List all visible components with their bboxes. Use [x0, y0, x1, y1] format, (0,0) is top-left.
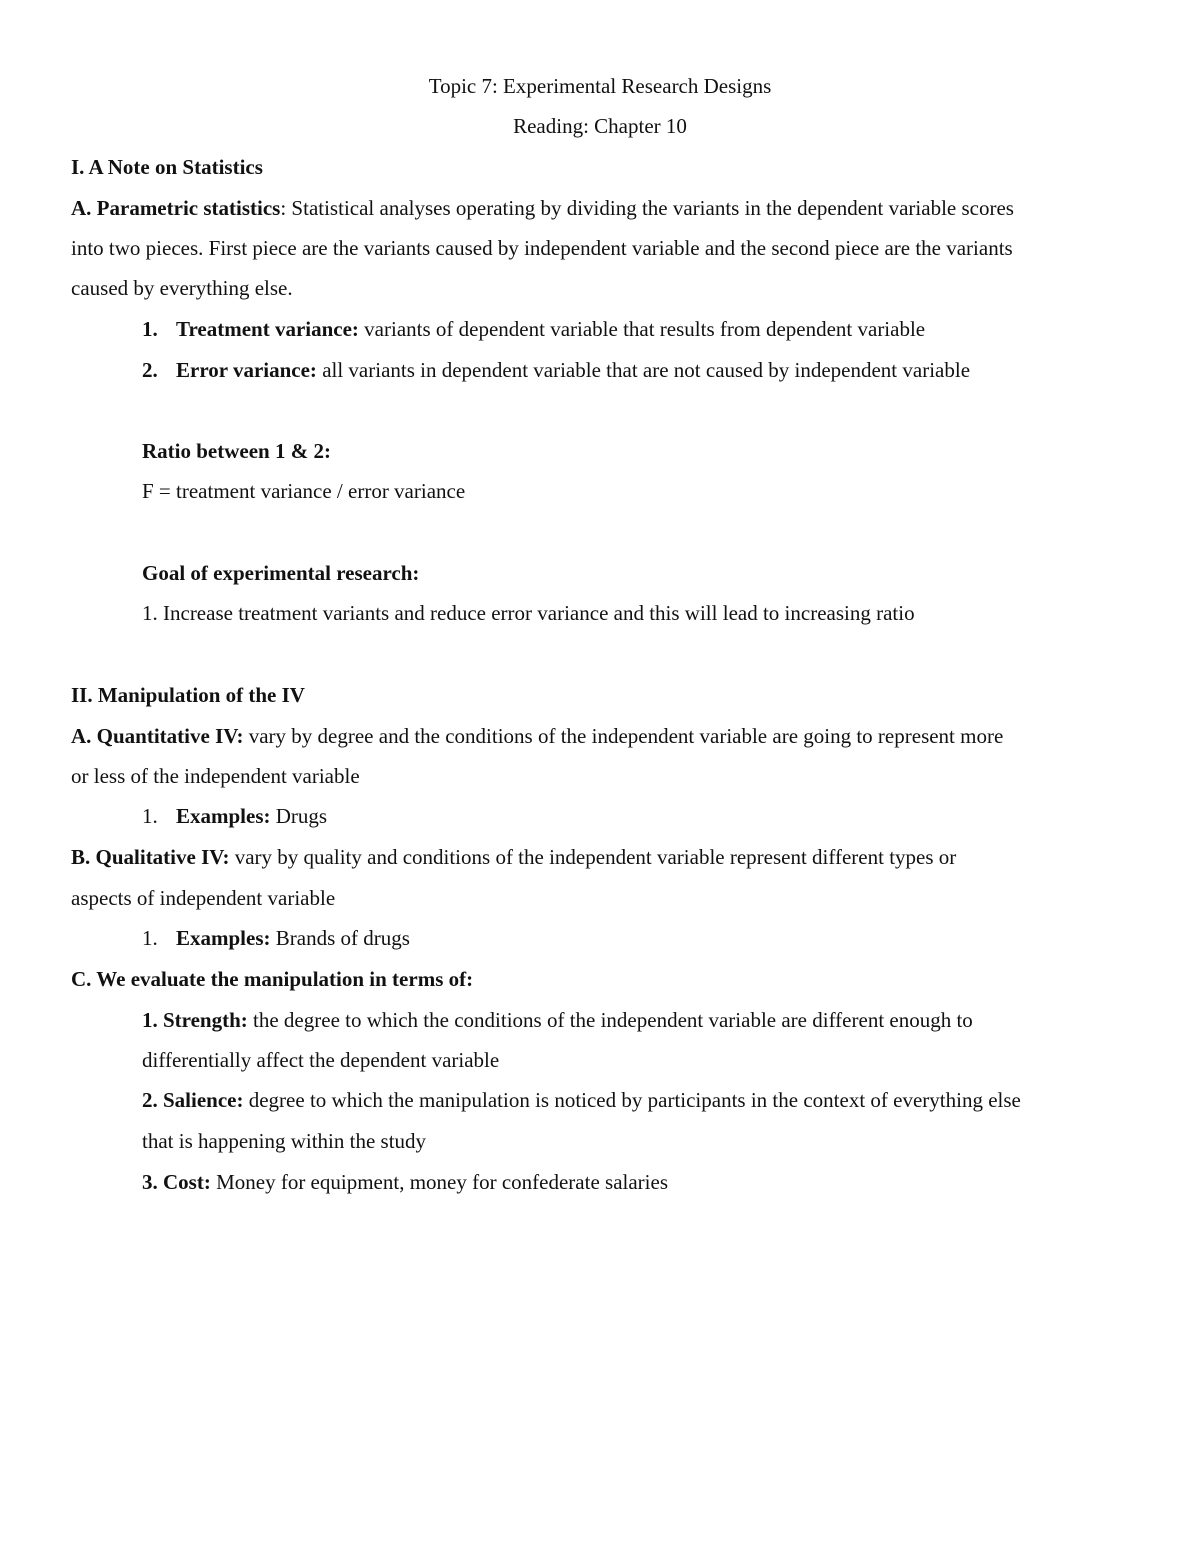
- parametric-statistics-line-2: into two pieces. First piece are the variants caused by independent variable and the second piece are the variants: [71, 236, 1013, 260]
- strength-line-1: 1. Strength: the degree to which the conditions of the independent variable are different enough to: [142, 1008, 973, 1032]
- parametric-statistics-label: A. Parametric statistics: [71, 196, 281, 220]
- qualitative-iv-line-2: aspects of independent variable: [71, 886, 336, 910]
- salience-line-1: 2. Salience: degree to which the manipulation is noticed by participants in the context of everything else: [142, 1088, 1021, 1112]
- qualitative-iv-line-1: B. Qualitative IV: vary by quality and conditions of the independent variable represent different types or: [71, 845, 957, 869]
- section-1-heading: I. A Note on Statistics: [71, 155, 263, 179]
- goal-item: 1. Increase treatment variants and reduce error variance and this will lead to increasing ratio: [142, 601, 915, 625]
- document-title: Topic 7: Experimental Research Designs: [428, 74, 772, 98]
- cost-line: 3. Cost: Money for equipment, money for confederate salaries: [142, 1170, 668, 1194]
- document-page: Topic 7: Experimental Research Designs Reading: Chapter 10 I. A Note on Statistics A. Parametric statistics: Statistical analyses operating by dividing the variants in the dependent variable scores into two pieces. First piece are the variants caused by independent variable and the second piece are the variants caused by everything else. 1. Treatment variance: variants of dependent variable that results from dependent variable 2. Error variance: all variants in dependent variable that are not caused by independent variable Ratio between 1 & 2: F = treatment variance / error variance Goal of experimental research: 1. Increase treatment variants and reduce error variance and this will lead to increasing ratio II. Manipulation of the IV A. Quantitative IV: vary by degree and the conditions of the independent variable are going to represent more or less of the independent variable 1. Examples: Drugs B. Qualitative IV: vary by quality and conditions of the independent variable represent different types or aspects of independent variable 1. Examples: Brands of drugs C. We evaluate the manipulation in terms of: 1. Strength: the degree to which the conditions of the independent variable are different enough to differentially affect the dependent variable 2. Salience: degree to which the manipulation is noticed by participants in the context of everything else that is happening within the study 3. Cost: Money for equipment, money for confederate salaries: [0, 0, 1200, 1553]
- ratio-formula: F = treatment variance / error variance: [142, 479, 466, 503]
- quantitative-iv-line-2: or less of the independent variable: [71, 764, 360, 788]
- goal-heading: Goal of experimental research:: [142, 561, 420, 585]
- evaluate-manipulation-heading: C. We evaluate the manipulation in terms of:: [71, 967, 474, 991]
- parametric-statistics-line-3: caused by everything else.: [71, 276, 293, 300]
- quantitative-iv-line-1: A. Quantitative IV: vary by degree and the conditions of the independent variable are going to represent more: [71, 724, 1004, 748]
- parametric-statistics-line-1: A. Parametric statistics: Statistical analyses operating by dividing the variants in the dependent variable scores: [71, 196, 1014, 220]
- strength-line-2: differentially affect the dependent variable: [142, 1048, 500, 1072]
- salience-line-2: that is happening within the study: [142, 1129, 427, 1153]
- reading-assignment: Reading: Chapter 10: [513, 114, 687, 138]
- section-2-heading: II. Manipulation of the IV: [71, 683, 305, 707]
- ratio-heading: Ratio between 1 & 2:: [142, 439, 331, 463]
